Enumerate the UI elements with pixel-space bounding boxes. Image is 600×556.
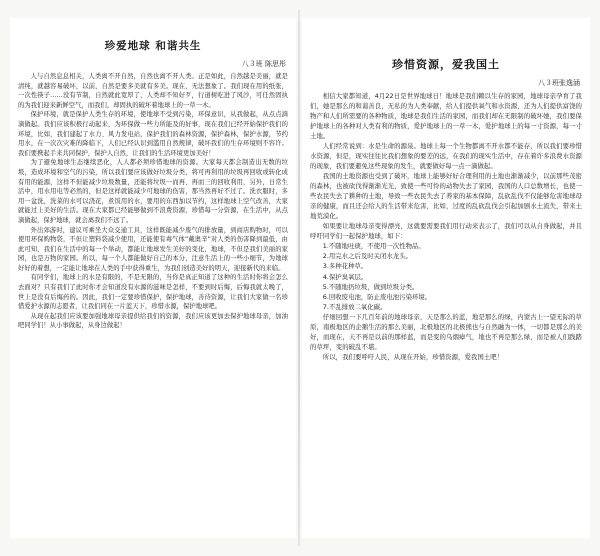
right-essay-author: 八３班张逸涵 [538,79,580,87]
list-item: 4.保护臭氧层。 [322,272,368,281]
left-paragraph: 有同学们，地球上的水是有限的，不是无限的，当你是真正知道了这种的生活时你将会怎么去面对？只有我们了此时你才会知道没有水源的滋味是怎样，不要到时后悔，后悔我就太晚了，世上是没有后悔药的。因此，我们一定要珍惜保护，保护地球，善待资源，让我们大家做一名珍惜爱护水源的志愿者，让我们同在一片蓝天下，珍惜水源，保护地球吧。 [18,274,288,311]
action-list [310,241,582,312]
list-item: 2.用完水之后及时关闭水龙头。 [322,252,412,261]
left-paragraph: 人与自然息息相关，人类离不开自然，自然也离不开人类。正是如此，自然越是美丽，就是清纯，就越容易破坏，以前，自然是要多美就有多美。现在，无法想象了。我们现在用的纸张，一次性筷子……没有节制，自然就此宽厚了，人类却不知好歹，行道树吃进了风沙，可任然固执的为我们迎来新鲜空气，而我们，却固执的破坏着地球上的一草一木。 [18,73,288,109]
list-item: 3.多种花种草。 [322,262,368,271]
right-essay-title: 珍惜资源，爱我国土 [392,58,500,71]
right-closing-paragraph: 仔细回想一下几百年前的地球母亲，天是那么的蓝，地是那么的绿，内蒙古上一望无际的草原，南极地区的企鹅生活的那么美丽，北极地区的北极熊也与自然融为一体，一切都是那么的美好，而现在，天不再是以前的那样蓝，而是变的乌烟瘴气，地也不再是那么绿，而是被人们践踏的草坪，变的破乱不堪。 [310,313,582,352]
right-page [302,18,590,538]
right-closing-paragraph: 所以，我们要呼吁人民，从现在开始，珍惜资源，爱我国土吧！ [322,353,504,362]
list-item: 6.回收废电池，防止废电池污染环境。 [322,293,432,302]
right-paragraph: 如果要让地球母亲变得漂亮，这就要需要我们用行动来表示了，我们可以从自身做起，并且呼吁同学们一起保护地球，如下： [310,222,582,240]
left-paragraph: 从现在起我们应该要加强地球母亲提供给我们的资源，我们应该更加去保护地球母亲，加油吧同学们！从小事做起，从身边做起！ [18,312,288,330]
list-item: 7.不乱排放二氧化碳。 [322,303,387,312]
list-item: 1.不随地吐痰，不使用一次性物品。 [322,242,425,250]
right-paragraph: 人们经常说到：水是生命的源泉。地球上每一个生物都离不开水都不能存，所以我们要珍惜水资源，但是，现实往往比我们想象的要差的远，在我们的现实生活中，存在着许多浪费水资源的现象，我们要避免这些现象的发生，就要做好每一点一滴做起。 [310,142,582,170]
right-paragraph: 我国的土地资源也受到了破坏，地球上能够好好合理利用的土地也渐渐减少，以前那些茂密的森林，也被砍伐得渐渐光光，致使一些可怜的动物失去了家园，我国的人口总数增长，也使一些农民失去了耕种的土地，导致一些农民失去了养家的基本保障，乱砍乱伐不仅能够危害地球母亲的健康，而且还会给人的生活带来危害，比如，过度的乱砍乱伐会引起加剧水土流失，带来土地荒漠化。 [310,172,582,220]
list-item: 5.不随地扔垃圾，做到垃圾分类。 [322,282,419,291]
left-essay-author: 八３班 陈思彤 [241,60,286,68]
left-page [10,18,296,538]
left-essay-title: 珍爱地球 和谐共生 [104,40,202,52]
page-gutter [298,10,300,546]
left-paragraph: 保护环境，就是保护人类生存的环境，使地球不受到污染，环保意识，从我做起，从点点滴滴做起。我们应该积极行动起来，为环保做一些力所能及的好事，现在我们已经开始保护我们的环境，比如，我们建起了水力、风力发电站，保护我们的森林资源，保护森林，保护水源，节约用水，在一次次灾难的降临下，人们已经认识到滥用自然规律，破坏我们的生存环境则不容许。我们要携起手来共同保护，保护人自然，让我们的生活环境更加美好！ [18,111,288,157]
left-paragraph: 为了避免地球生态继续恶化，人人都必须珍惜地球的资源。大家每天都会制造出无数的垃圾，造成环境和空气的污染，所以我们要应该做好垃圾分类，将可再利用的垃圾再回收或转化成有用的能源，这样不但能减少垃圾数量，还能将垃圾一而再、再而三的回收利用，另外，日常生活中，用水用电等必然的，但是这样就能减少可地球的伤害，那当然再好不过了。洗衣服时，多用一盆洗，洗菜的水可以浇花，煮饭用的水，要用的东西加以节约，这样地球上空气改善，大家就能过上美好的生活。现在大家都已经能够做到不浪费资源，珍惜每一分资源，在生活中，从点滴做起，保护地球，就会离我们不远了。 [18,159,288,224]
right-paragraph: 相信大家都知道，4月22日是世界地球日！地球是我们赖以生存的家园，地球母亲孕育了我们，她是那么的和蔼善良，无私的为人类奉献，给人们提供氧气和水资源，还为人们提供富饶的物产和人们所需要的各种物质，地球是我们生活的家园，而我们却在无限制的破坏她，我们要保护地球上的各种对人类有利的物质，爱护地球上的一草一木，爱护地球上的每一寸资源，每一寸土地。 [310,92,582,140]
left-paragraph: 外出郊游时，建议可乘坐大众交通工具，这样既能减少废气的排放量，到商店购物时，可以使用环保购物袋，不但让塑料袋减少使用，还能使有毒气体“戴奥辛”对人类的伤害降到最低，由此可知，我们在生活中的每一个举动，都能让地球发生美好的变化，地球，不但是我们美丽的家园，也是万物的家园。所以，每一个人都能做好自己的本分，注意生活上的一些小细节，为地球好好的着想，一定能让地球在人类的手中获得重生，为我们创造美好的明天，迎接新代的来临。 [18,226,288,272]
